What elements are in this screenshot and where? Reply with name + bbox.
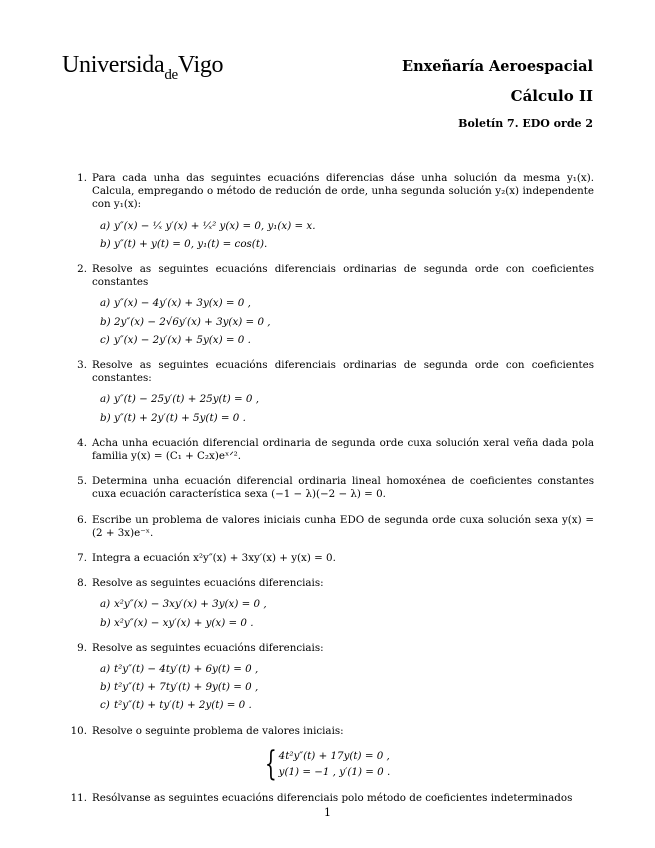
problem-8	[72, 577, 594, 630]
subproblem	[100, 297, 594, 310]
subproblem	[100, 334, 594, 347]
problem-1	[72, 172, 594, 251]
subproblem-list	[92, 393, 594, 424]
problem-text: Integra a ecuación x²y″(x) + 3xy′(x) + y(x) = 0.	[92, 552, 336, 565]
problem-text: Resolve as seguintes ecuacións diferenciais ordinarias de segunda orde con coeficientes constantes:	[92, 359, 594, 385]
problem-number: 9.	[77, 641, 87, 654]
subproblem	[100, 699, 594, 712]
problem-number: 5.	[77, 475, 87, 488]
subproblem-equation: y″(x) − 2y′(x) + 5y(x) = 0 .	[114, 333, 251, 346]
problem-number: 2.	[77, 263, 87, 276]
subproblem-list	[92, 663, 594, 713]
subproblem-label: b)	[100, 315, 111, 328]
problem-text: Resolve as seguintes ecuacións diferenciais:	[92, 641, 324, 654]
problem-text: Resólvanse as seguintes ecuacións diferenciais polo método de coeficientes indeterminados	[92, 791, 573, 804]
problem-text: Acha unha ecuación diferencial ordinaria de segunda orde cuxa solución xeral veña dada pola familia y(x) = (C₁ + C₂x)eˣᐟ².	[92, 436, 594, 463]
subproblem-equation: y″(t) + 2y′(t) + 5y(t) = 0 .	[114, 411, 246, 424]
problem-list	[72, 172, 594, 817]
problem-7	[72, 552, 594, 565]
subproblem-equation: t²y″(t) + 7ty′(t) + 9y(t) = 0 ,	[114, 681, 259, 694]
subproblem-label: b)	[100, 616, 111, 629]
subproblem-label: a)	[100, 219, 111, 232]
page-number: 1	[324, 806, 331, 819]
problem-10	[70, 724, 594, 784]
subproblem	[100, 316, 594, 329]
logo-end: Vigo	[177, 52, 224, 78]
subproblem-equation: t²y″(t) − 4ty′(t) + 6y(t) = 0 ,	[114, 663, 259, 676]
subproblem-equation: x²y″(x) − xy′(x) + y(x) = 0 .	[114, 616, 254, 629]
subproblem	[100, 681, 594, 694]
problem-number: 8.	[77, 577, 87, 590]
logo-main: Universida	[62, 52, 165, 78]
problem-number: 4.	[77, 436, 87, 449]
problem-text: Resolve o seguinte problema de valores iniciais:	[92, 724, 344, 737]
problem-text: Para cada unha das seguintes ecuacións diferencias dáse unha solución da mesma y₁(x). Calcula, empregando o método de redución de orde, unha segunda solución y₂(x) independente con y₁(x):	[92, 172, 594, 211]
problem-text: Resolve as seguintes ecuacións diferenciais:	[92, 577, 324, 590]
system-equation: y(1) = −1 , y′(1) = 0 .	[278, 765, 391, 778]
problem-number: 11.	[70, 791, 87, 804]
course-title: Cálculo II	[510, 87, 593, 105]
initial-value-system	[260, 743, 594, 784]
subproblem	[100, 238, 594, 251]
problem-number: 10.	[70, 724, 87, 737]
problem-text: Resolve as seguintes ecuacións diferenciais ordinarias de segunda orde con coeficientes constantes	[92, 263, 594, 289]
subproblem-label: a)	[100, 663, 111, 676]
subproblem-equation: x²y″(x) − 3xy′(x) + 3y(x) = 0 ,	[114, 598, 267, 611]
subproblem-label: c)	[100, 699, 110, 712]
subproblem	[100, 412, 594, 425]
subproblem-equation: y″(x) − ¹⁄ₓ y′(x) + ¹⁄ₓ² y(x) = 0, y₁(x) = x.	[114, 219, 316, 232]
left-brace: {	[264, 743, 277, 784]
sheet-title: Boletín 7. EDO orde 2	[458, 117, 593, 130]
subproblem-label: a)	[100, 393, 111, 406]
problem-3	[72, 359, 594, 425]
subproblem	[100, 220, 594, 233]
subproblem	[100, 617, 594, 630]
subproblem-label: a)	[100, 598, 111, 611]
subproblem-label: b)	[100, 237, 111, 250]
problem-11	[72, 792, 594, 805]
subproblem-equation: y″(t) + y(t) = 0, y₁(t) = cos(t).	[114, 237, 268, 250]
problem-4	[72, 437, 594, 463]
subproblem	[100, 663, 594, 676]
problem-number: 7.	[77, 552, 87, 565]
subproblem-label: b)	[100, 411, 111, 424]
subproblem-equation: y″(t) − 25y′(t) + 25y(t) = 0 ,	[114, 393, 259, 406]
degree-title: Enxeñaría Aeroespacial	[402, 58, 593, 75]
subproblem	[100, 393, 594, 406]
subproblem-equation: 2y″(x) − 2√6y′(x) + 3y(x) = 0 ,	[114, 315, 271, 328]
subproblem-equation: t²y″(t) + ty′(t) + 2y(t) = 0 .	[114, 699, 252, 712]
problem-6	[72, 514, 594, 540]
problem-text: Determina unha ecuación diferencial ordinaria lineal homoxénea de coeficientes constantes cuxa ecuación característica sexa (−1 − λ)(−2 − λ) = 0.	[92, 475, 594, 501]
system-equation: 4t²y″(t) + 17y(t) = 0 ,	[278, 749, 390, 762]
subproblem	[100, 598, 594, 611]
problem-number: 6.	[77, 513, 87, 526]
university-logo	[62, 52, 224, 83]
problem-9	[72, 642, 594, 713]
problem-number: 3.	[77, 359, 87, 372]
problem-text: Escribe un problema de valores iniciais cunha EDO de segunda orde cuxa solución sexa y(x) = (2 + 3x)e⁻ˣ.	[92, 513, 594, 539]
problem-2	[72, 263, 594, 347]
subproblem-label: a)	[100, 297, 111, 310]
subproblem-list	[92, 220, 594, 251]
subproblem-equation: y″(x) − 4y′(x) + 3y(x) = 0 ,	[114, 297, 251, 310]
subproblem-label: b)	[100, 681, 111, 694]
subproblem-list	[92, 598, 594, 629]
subproblem-label: c)	[100, 333, 110, 346]
problem-number: 1.	[77, 172, 87, 184]
problem-5	[72, 475, 594, 501]
logo-sub: de	[164, 67, 178, 83]
subproblem-list	[92, 297, 594, 347]
